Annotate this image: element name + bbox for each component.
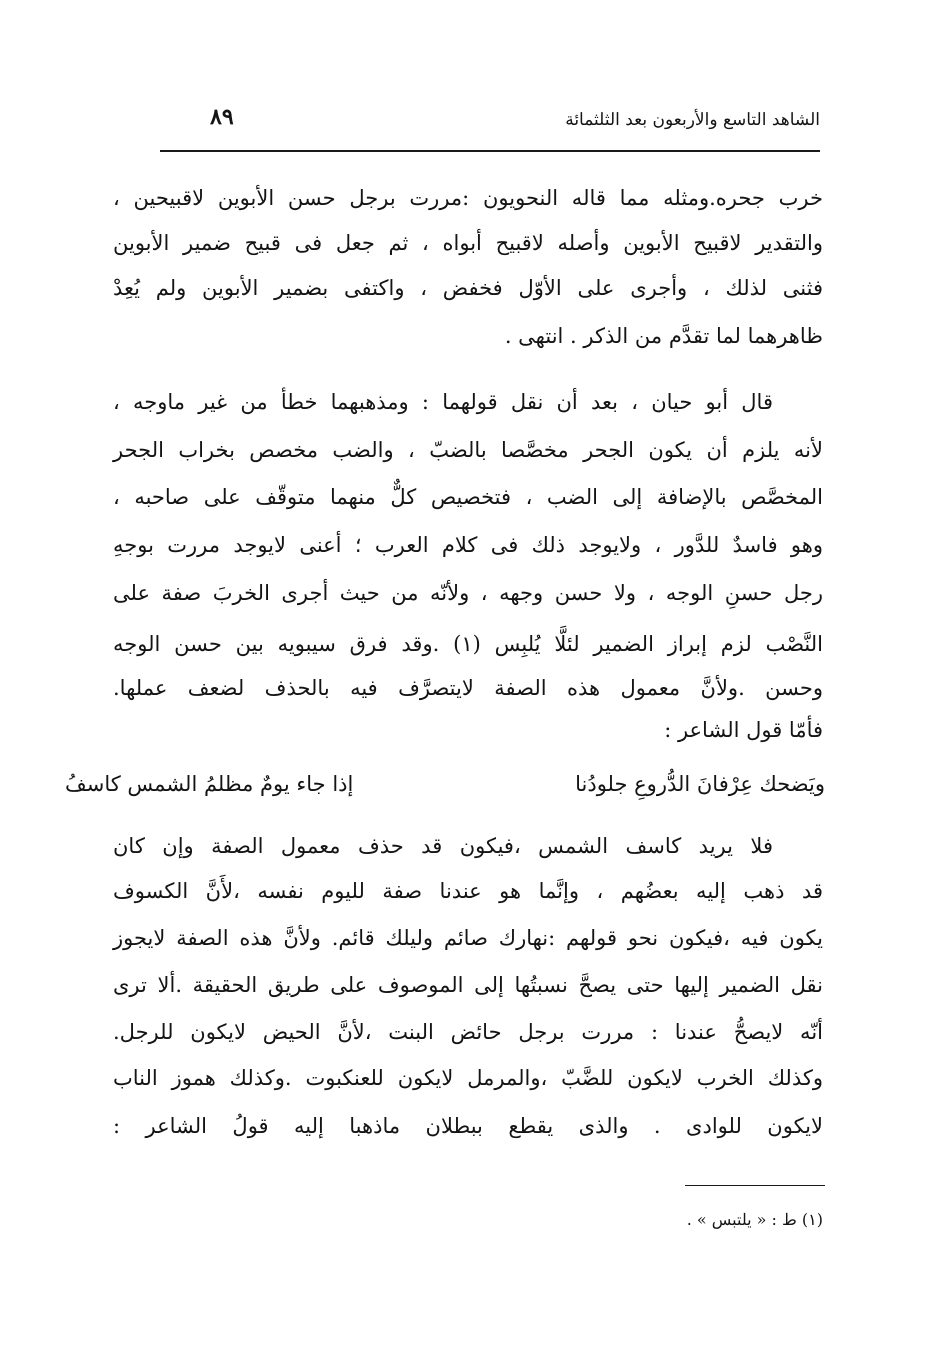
text-line: فلا يريد كاسف الشمس ،فيكون قد حذف معمول الصفة وإن كان bbox=[113, 834, 773, 858]
text-line: فثنى لذلك ، وأجرى على الأوّل فخفض ، واكتفى بضمير الأبوين ولم يُعِدْ bbox=[113, 276, 823, 300]
text-line: وهو فاسدٌ للدَّور ، ولايوجد ذلك فى كلام العرب ؛ أعنى لايوجد مررت بوجهِ bbox=[113, 533, 823, 557]
page-number: ٨٩ bbox=[210, 104, 234, 130]
text-line: نقل الضمير إليها حتى يصحَّ نسبتُها إلى الموصوف على طريق الحقيقة .ألا ترى bbox=[113, 973, 823, 997]
text-line: قال أبو حيان ، بعد أن نقل قولهما : ومذهبهما خطأ من غير ماوجه ، bbox=[113, 390, 773, 414]
running-title: الشاهد التاسع والأربعون بعد الثلثمائة bbox=[565, 110, 820, 130]
text-line: المخصَّص بالإضافة إلى الضب ، فتخصيص كلٌّ منهما متوقّف على صاحبه ، bbox=[113, 485, 823, 509]
text-line: والتقدير لاقبيح الأبوين وأصله لاقبيح أبواه ، ثم جعل فى قبيح ضمير الأبوين bbox=[113, 231, 823, 255]
poetry-verse bbox=[65, 762, 825, 806]
text-line: قد ذهب إليه بعضُهم ، وإنَّما هو عندنا صفة لليوم نفسه ،لأَنَّ الكسوف bbox=[113, 879, 823, 903]
verse-first-hemistich: ويَضحك عِرْفانَ الدُّروعِ جلودُنا bbox=[575, 772, 825, 796]
text-line: وكذلك الخرب لايكون للضَّبّ ،والمرمل لايكون للعنكبوت .وكذلك هموز الناب bbox=[113, 1066, 823, 1090]
footnote-rule bbox=[685, 1185, 825, 1186]
text-line: النَّصْب لزم إبراز الضمير لئلَّا يُلبِس (١) .وقد فرق سيبويه بين حسن الوجه bbox=[113, 632, 823, 656]
footnote: (١) ط : « يلتبس » . bbox=[686, 1210, 823, 1229]
text-line: خرب جحره.ومثله مما قاله النحويون :مررت برجل حسن الأبوين لاقبيحين ، bbox=[113, 186, 823, 210]
page-header bbox=[160, 100, 820, 144]
verse-second-hemistich: إذا جاء يومٌ مظلمُ الشمس كاسفُ bbox=[65, 772, 354, 796]
text-line: ظاهرهما لما تقدَّم من الذكر . انتهى . bbox=[504, 324, 823, 348]
text-line: أنّه لايصحُّ عندنا : مررت برجل حائض البنت ،لأنَّ الحيض لايكون للرجل. bbox=[113, 1020, 823, 1044]
text-line: رجل حسنِ الوجه ، ولا حسن وجهه ، ولأنّه من حيث أجرى الخربَ صفة على bbox=[113, 581, 823, 605]
text-line: لايكون للوادى . والذى يقطع ببطلان ماذهبا إليه قولُ الشاعر : bbox=[113, 1114, 823, 1138]
header-rule bbox=[160, 150, 820, 152]
text-line: يكون فيه ،فيكون نحو قولهم :نهارك صائم وليلك قائم. ولأنَّ هذه الصفة لايجوز bbox=[113, 926, 823, 950]
text-line: فأمّا قول الشاعر : bbox=[664, 718, 823, 742]
text-line: لأنه يلزم أن يكون الجحر مخصَّصا بالضبّ ، والضب مخصص بخراب الجحر bbox=[113, 438, 823, 462]
text-line: وحسن .ولأنَّ معمول هذه الصفة لايتصرَّف فيه بالحذف لضعف عملها. bbox=[113, 676, 823, 700]
